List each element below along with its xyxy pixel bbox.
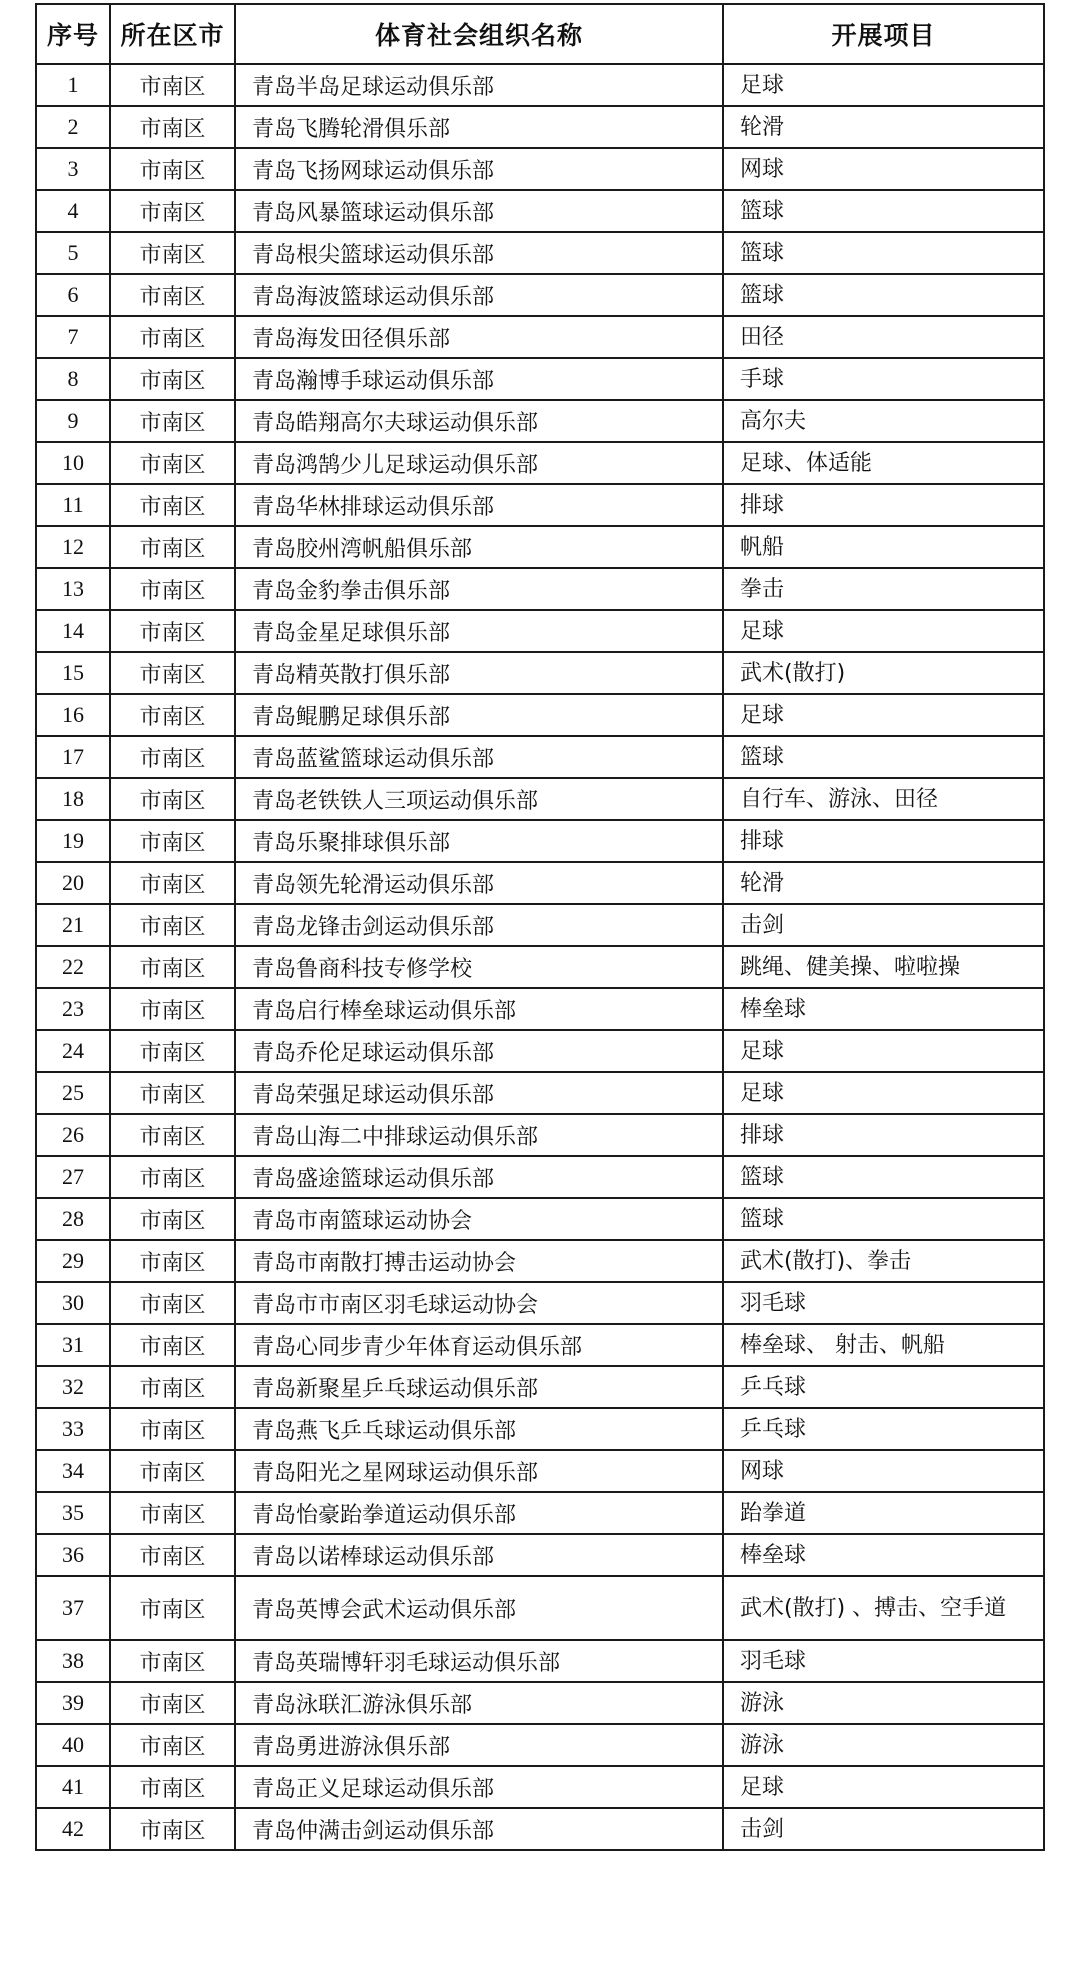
cell-organization-name: 青岛英瑞博轩羽毛球运动俱乐部 (235, 1640, 723, 1682)
cell-district: 市南区 (110, 232, 235, 274)
cell-district: 市南区 (110, 1682, 235, 1724)
cell-serial-number: 7 (36, 316, 110, 358)
table-row (36, 652, 1044, 694)
cell-organization-name: 青岛仲满击剑运动俱乐部 (235, 1808, 723, 1850)
table-row (36, 484, 1044, 526)
cell-project: 手球 (723, 358, 1044, 400)
cell-district: 市南区 (110, 64, 235, 106)
table-row (36, 148, 1044, 190)
cell-project: 游泳 (723, 1724, 1044, 1766)
cell-district: 市南区 (110, 1534, 235, 1576)
cell-district: 市南区 (110, 946, 235, 988)
table-row (36, 946, 1044, 988)
cell-organization-name: 青岛乐聚排球俱乐部 (235, 820, 723, 862)
cell-project: 足球 (723, 694, 1044, 736)
cell-project: 排球 (723, 1114, 1044, 1156)
cell-district: 市南区 (110, 442, 235, 484)
header-organization-name: 体育社会组织名称 (235, 4, 723, 64)
cell-organization-name: 青岛老铁铁人三项运动俱乐部 (235, 778, 723, 820)
cell-project: 武术(散打) (723, 652, 1044, 694)
cell-district: 市南区 (110, 106, 235, 148)
cell-district: 市南区 (110, 1766, 235, 1808)
cell-project: 网球 (723, 1450, 1044, 1492)
cell-project: 棒垒球、 射击、帆船 (723, 1324, 1044, 1366)
cell-serial-number: 10 (36, 442, 110, 484)
cell-district: 市南区 (110, 1198, 235, 1240)
cell-organization-name: 青岛新聚星乒乓球运动俱乐部 (235, 1366, 723, 1408)
cell-project: 篮球 (723, 190, 1044, 232)
cell-serial-number: 5 (36, 232, 110, 274)
cell-project: 帆船 (723, 526, 1044, 568)
cell-district: 市南区 (110, 1282, 235, 1324)
cell-project: 篮球 (723, 1156, 1044, 1198)
cell-serial-number: 20 (36, 862, 110, 904)
table-row (36, 526, 1044, 568)
cell-organization-name: 青岛市市南区羽毛球运动协会 (235, 1282, 723, 1324)
cell-serial-number: 8 (36, 358, 110, 400)
cell-project: 高尔夫 (723, 400, 1044, 442)
cell-organization-name: 青岛根尖篮球运动俱乐部 (235, 232, 723, 274)
cell-serial-number: 29 (36, 1240, 110, 1282)
cell-project: 乒乓球 (723, 1366, 1044, 1408)
cell-serial-number: 3 (36, 148, 110, 190)
table-row (36, 1408, 1044, 1450)
cell-organization-name: 青岛蓝鲨篮球运动俱乐部 (235, 736, 723, 778)
cell-project: 自行车、游泳、田径 (723, 778, 1044, 820)
cell-serial-number: 42 (36, 1808, 110, 1850)
cell-district: 市南区 (110, 190, 235, 232)
cell-serial-number: 18 (36, 778, 110, 820)
cell-district: 市南区 (110, 1640, 235, 1682)
cell-project: 足球 (723, 1030, 1044, 1072)
table-row (36, 1366, 1044, 1408)
cell-district: 市南区 (110, 484, 235, 526)
cell-project: 击剑 (723, 904, 1044, 946)
cell-organization-name: 青岛金星足球俱乐部 (235, 610, 723, 652)
table-row (36, 736, 1044, 778)
table-row (36, 904, 1044, 946)
cell-project: 篮球 (723, 274, 1044, 316)
table-row (36, 1766, 1044, 1808)
table-row (36, 1724, 1044, 1766)
cell-district: 市南区 (110, 1240, 235, 1282)
cell-serial-number: 4 (36, 190, 110, 232)
cell-organization-name: 青岛瀚博手球运动俱乐部 (235, 358, 723, 400)
table-row (36, 1240, 1044, 1282)
cell-project: 羽毛球 (723, 1282, 1044, 1324)
table-row (36, 316, 1044, 358)
cell-district: 市南区 (110, 1114, 235, 1156)
table-row (36, 190, 1044, 232)
table-row (36, 778, 1044, 820)
cell-project: 网球 (723, 148, 1044, 190)
cell-project: 排球 (723, 820, 1044, 862)
table-row (36, 862, 1044, 904)
header-project: 开展项目 (723, 4, 1044, 64)
table-row (36, 820, 1044, 862)
cell-district: 市南区 (110, 1808, 235, 1850)
cell-project: 跳绳、健美操、啦啦操 (723, 946, 1044, 988)
table-row (36, 1198, 1044, 1240)
cell-serial-number: 13 (36, 568, 110, 610)
table-row (36, 1450, 1044, 1492)
cell-serial-number: 11 (36, 484, 110, 526)
cell-project: 足球 (723, 1072, 1044, 1114)
cell-district: 市南区 (110, 904, 235, 946)
cell-organization-name: 青岛以诺棒球运动俱乐部 (235, 1534, 723, 1576)
cell-serial-number: 28 (36, 1198, 110, 1240)
cell-district: 市南区 (110, 526, 235, 568)
table-row (36, 1492, 1044, 1534)
table-row (36, 274, 1044, 316)
cell-district: 市南区 (110, 1072, 235, 1114)
table-row (36, 358, 1044, 400)
cell-serial-number: 16 (36, 694, 110, 736)
header-serial-number: 序号 (36, 4, 110, 64)
table-row (36, 1030, 1044, 1072)
cell-district: 市南区 (110, 1576, 235, 1640)
cell-organization-name: 青岛华林排球运动俱乐部 (235, 484, 723, 526)
table-row (36, 568, 1044, 610)
cell-project: 篮球 (723, 1198, 1044, 1240)
cell-project: 足球、体适能 (723, 442, 1044, 484)
cell-serial-number: 30 (36, 1282, 110, 1324)
cell-organization-name: 青岛海发田径俱乐部 (235, 316, 723, 358)
cell-project: 武术(散打)、拳击 (723, 1240, 1044, 1282)
cell-organization-name: 青岛燕飞乒乓球运动俱乐部 (235, 1408, 723, 1450)
table-row (36, 442, 1044, 484)
table-row (36, 64, 1044, 106)
cell-project: 羽毛球 (723, 1640, 1044, 1682)
cell-project: 跆拳道 (723, 1492, 1044, 1534)
cell-district: 市南区 (110, 778, 235, 820)
cell-serial-number: 6 (36, 274, 110, 316)
table-row (36, 400, 1044, 442)
cell-district: 市南区 (110, 1366, 235, 1408)
cell-organization-name: 青岛半岛足球运动俱乐部 (235, 64, 723, 106)
cell-district: 市南区 (110, 1724, 235, 1766)
cell-organization-name: 青岛皓翔高尔夫球运动俱乐部 (235, 400, 723, 442)
cell-project: 足球 (723, 1766, 1044, 1808)
cell-serial-number: 34 (36, 1450, 110, 1492)
cell-project: 轮滑 (723, 106, 1044, 148)
cell-project: 排球 (723, 484, 1044, 526)
cell-serial-number: 24 (36, 1030, 110, 1072)
cell-organization-name: 青岛阳光之星网球运动俱乐部 (235, 1450, 723, 1492)
table-row (36, 1534, 1044, 1576)
cell-organization-name: 青岛胶州湾帆船俱乐部 (235, 526, 723, 568)
cell-district: 市南区 (110, 1450, 235, 1492)
cell-district: 市南区 (110, 736, 235, 778)
cell-organization-name: 青岛海波篮球运动俱乐部 (235, 274, 723, 316)
table-row (36, 106, 1044, 148)
table-row (36, 1324, 1044, 1366)
cell-organization-name: 青岛英博会武术运动俱乐部 (235, 1576, 723, 1640)
cell-organization-name: 青岛领先轮滑运动俱乐部 (235, 862, 723, 904)
cell-project: 足球 (723, 610, 1044, 652)
cell-organization-name: 青岛鲁商科技专修学校 (235, 946, 723, 988)
cell-district: 市南区 (110, 988, 235, 1030)
cell-serial-number: 21 (36, 904, 110, 946)
cell-organization-name: 青岛泳联汇游泳俱乐部 (235, 1682, 723, 1724)
cell-project: 击剑 (723, 1808, 1044, 1850)
table-header (36, 4, 1044, 64)
cell-district: 市南区 (110, 148, 235, 190)
table-row (36, 1576, 1044, 1640)
cell-organization-name: 青岛乔伦足球运动俱乐部 (235, 1030, 723, 1072)
cell-district: 市南区 (110, 1030, 235, 1072)
cell-serial-number: 37 (36, 1576, 110, 1640)
cell-district: 市南区 (110, 610, 235, 652)
cell-district: 市南区 (110, 1156, 235, 1198)
cell-organization-name: 青岛盛途篮球运动俱乐部 (235, 1156, 723, 1198)
cell-organization-name: 青岛启行棒垒球运动俱乐部 (235, 988, 723, 1030)
table-row (36, 1072, 1044, 1114)
cell-organization-name: 青岛荣强足球运动俱乐部 (235, 1072, 723, 1114)
cell-serial-number: 17 (36, 736, 110, 778)
cell-district: 市南区 (110, 400, 235, 442)
header-row (36, 4, 1044, 64)
cell-serial-number: 1 (36, 64, 110, 106)
cell-serial-number: 33 (36, 1408, 110, 1450)
cell-serial-number: 36 (36, 1534, 110, 1576)
table-row (36, 1808, 1044, 1850)
header-district: 所在区市 (110, 4, 235, 64)
cell-district: 市南区 (110, 652, 235, 694)
cell-district: 市南区 (110, 694, 235, 736)
cell-project: 武术(散打) 、搏击、空手道 (723, 1576, 1044, 1640)
cell-project: 篮球 (723, 736, 1044, 778)
cell-serial-number: 31 (36, 1324, 110, 1366)
cell-district: 市南区 (110, 1408, 235, 1450)
table-row (36, 1114, 1044, 1156)
cell-district: 市南区 (110, 1492, 235, 1534)
cell-district: 市南区 (110, 274, 235, 316)
cell-serial-number: 40 (36, 1724, 110, 1766)
cell-serial-number: 9 (36, 400, 110, 442)
cell-project: 轮滑 (723, 862, 1044, 904)
cell-organization-name: 青岛鲲鹏足球俱乐部 (235, 694, 723, 736)
table-row (36, 610, 1044, 652)
cell-district: 市南区 (110, 358, 235, 400)
cell-organization-name: 青岛市南散打搏击运动协会 (235, 1240, 723, 1282)
cell-serial-number: 23 (36, 988, 110, 1030)
cell-project: 棒垒球 (723, 1534, 1044, 1576)
table-row (36, 988, 1044, 1030)
cell-serial-number: 38 (36, 1640, 110, 1682)
table-row (36, 1282, 1044, 1324)
cell-serial-number: 35 (36, 1492, 110, 1534)
cell-organization-name: 青岛金豹拳击俱乐部 (235, 568, 723, 610)
cell-project: 游泳 (723, 1682, 1044, 1724)
table-row (36, 1682, 1044, 1724)
cell-serial-number: 2 (36, 106, 110, 148)
table-row (36, 1640, 1044, 1682)
cell-district: 市南区 (110, 568, 235, 610)
cell-project: 棒垒球 (723, 988, 1044, 1030)
cell-district: 市南区 (110, 862, 235, 904)
cell-district: 市南区 (110, 316, 235, 358)
cell-serial-number: 25 (36, 1072, 110, 1114)
table-body (36, 64, 1044, 1850)
table-row (36, 694, 1044, 736)
cell-serial-number: 41 (36, 1766, 110, 1808)
cell-project: 篮球 (723, 232, 1044, 274)
cell-project: 田径 (723, 316, 1044, 358)
cell-organization-name: 青岛飞腾轮滑俱乐部 (235, 106, 723, 148)
cell-project: 足球 (723, 64, 1044, 106)
cell-serial-number: 12 (36, 526, 110, 568)
cell-organization-name: 青岛鸿鹄少儿足球运动俱乐部 (235, 442, 723, 484)
cell-organization-name: 青岛勇进游泳俱乐部 (235, 1724, 723, 1766)
cell-project: 拳击 (723, 568, 1044, 610)
cell-serial-number: 39 (36, 1682, 110, 1724)
cell-serial-number: 26 (36, 1114, 110, 1156)
cell-serial-number: 22 (36, 946, 110, 988)
sports-organization-table (35, 3, 1045, 1851)
cell-organization-name: 青岛正义足球运动俱乐部 (235, 1766, 723, 1808)
cell-serial-number: 32 (36, 1366, 110, 1408)
cell-organization-name: 青岛怡豪跆拳道运动俱乐部 (235, 1492, 723, 1534)
cell-district: 市南区 (110, 1324, 235, 1366)
cell-organization-name: 青岛山海二中排球运动俱乐部 (235, 1114, 723, 1156)
cell-organization-name: 青岛龙锋击剑运动俱乐部 (235, 904, 723, 946)
table-row (36, 232, 1044, 274)
cell-serial-number: 14 (36, 610, 110, 652)
table-row (36, 1156, 1044, 1198)
cell-project: 乒乓球 (723, 1408, 1044, 1450)
cell-serial-number: 27 (36, 1156, 110, 1198)
cell-organization-name: 青岛风暴篮球运动俱乐部 (235, 190, 723, 232)
cell-organization-name: 青岛市南篮球运动协会 (235, 1198, 723, 1240)
cell-serial-number: 15 (36, 652, 110, 694)
cell-organization-name: 青岛飞扬网球运动俱乐部 (235, 148, 723, 190)
cell-organization-name: 青岛精英散打俱乐部 (235, 652, 723, 694)
cell-serial-number: 19 (36, 820, 110, 862)
cell-district: 市南区 (110, 820, 235, 862)
cell-organization-name: 青岛心同步青少年体育运动俱乐部 (235, 1324, 723, 1366)
